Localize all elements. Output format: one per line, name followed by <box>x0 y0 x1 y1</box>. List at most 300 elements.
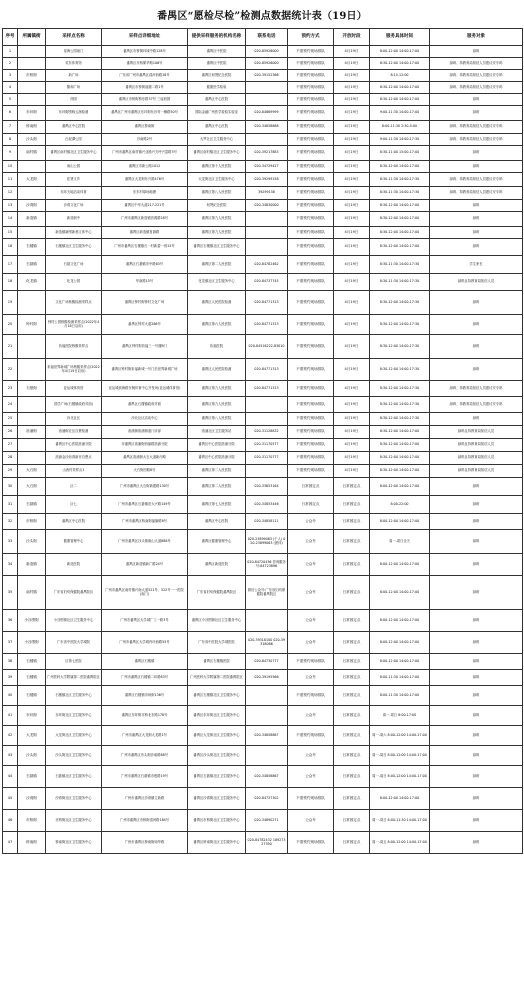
table-row <box>3 726 523 746</box>
cell-site-name: 区二 <box>46 478 102 496</box>
cell-phone <box>246 465 288 478</box>
cell-open-date: 4月19日 <box>334 256 370 274</box>
cell-index: 24 <box>3 397 18 413</box>
cell-phone: 020-39195566 <box>246 670 288 686</box>
cell-open-date: 4月19日 <box>334 200 370 212</box>
cell-open-date: 日常固定点 <box>334 554 370 576</box>
cell-address: 广州市番禺区沙头街沙南路88号 <box>102 746 188 766</box>
cell-service-time: 8:30-12:00 14:00-17:30 <box>370 335 430 359</box>
cell-town <box>18 335 46 359</box>
cell-open-date: 4月19日 <box>334 397 370 413</box>
cell-site-name: 小谷围街社区卫生服务中心 <box>46 610 102 632</box>
cell-open-date: 日常固定点 <box>334 670 370 686</box>
cell-phone: 020-84782462 <box>246 256 288 274</box>
cell-open-date: 4月19日 <box>334 274 370 291</box>
cell-phone: 微信公众号:广东省妇幼保健院番禺院区 <box>246 576 288 610</box>
cell-phone: 020-84782432 18927327390 <box>246 832 288 854</box>
cell-index: 29 <box>3 465 18 478</box>
cell-open-date: 4月19日 <box>334 106 370 121</box>
col-header-phone: 联系电话 <box>246 29 288 46</box>
cell-open-date: 4月19日 <box>334 439 370 452</box>
cell-institution: 广州医科大学附属第二医院番禺院区 <box>188 670 246 686</box>
cell-open-date: 4月19日 <box>334 187 370 200</box>
cell-town: 东环街 <box>18 706 46 726</box>
cell-booking: 不需预约现场排队 <box>288 121 334 134</box>
cell-town <box>18 82 46 94</box>
cell-open-date: 日常固定点 <box>334 632 370 654</box>
cell-service-time: 8:30-12:00 14:00-17:00 <box>370 227 430 239</box>
table-row <box>3 58 523 70</box>
cell-open-date: 4月19日 <box>334 121 370 134</box>
cell-service-time: 周一-周日 8:00-12:00 14:00-17:00 <box>370 746 430 766</box>
cell-open-date: 4月19日 <box>334 146 370 161</box>
cell-phone: 020-34890271 <box>246 810 288 832</box>
cell-site-name: 沙湾街社区卫生服务中心 <box>46 788 102 810</box>
cell-institution: 番禺区人民医院检测 <box>188 291 246 315</box>
cell-institution: 番禺区第十人民医院 <box>188 161 246 173</box>
cell-booking: 不需预约现场排队 <box>288 439 334 452</box>
cell-service-time: 8:00-12:00 14:00-17:00 <box>370 610 430 632</box>
cell-service-time: 8:30-12:00 14:00-17:30 <box>370 291 430 315</box>
cell-service-time: 8:30-12:00 14:00-17:30 <box>370 315 430 335</box>
cell-address: 番禺区钟村街祈福新城一号门后世界新城广场 <box>102 359 188 381</box>
cell-service-time: 8:30-12:00 14:00-17:00 <box>370 94 430 106</box>
cell-phone <box>246 94 288 106</box>
cell-site-name: 番禺区中心医院洛浦分院 <box>46 439 102 452</box>
cell-phone: 020-33653164 <box>246 478 288 496</box>
cell-address: 广州市番禺区市桥街清河路184号 <box>102 810 188 832</box>
cell-institution: 番禺区东环街社区卫生服务中心 <box>188 706 246 726</box>
cell-institution: 番禺区中医院 <box>188 58 246 70</box>
cell-open-date: 4月19日 <box>334 58 370 70</box>
table-row <box>3 291 523 315</box>
cell-booking: 不需预约现场排队 <box>288 359 334 381</box>
cell-audience: 绿码、持教育局知信人员建议安专码 <box>430 173 523 187</box>
cell-service-time: 8:30-12:00 14:00-17:00 <box>370 465 430 478</box>
col-header-audience: 服务对象 <box>430 29 523 46</box>
cell-site-name: 桥南街社区卫生服务中心 <box>46 832 102 854</box>
cell-phone <box>246 610 288 632</box>
table-row <box>3 315 523 335</box>
cell-booking: 不需预约现场排队 <box>288 465 334 478</box>
cell-institution: 化龙镇社区卫生服务中心 <box>188 274 246 291</box>
cell-institution: 番禺区第二人民医院 <box>188 256 246 274</box>
cell-institution: 番禺区石楼镇社区卫生服务中心 <box>188 239 246 256</box>
cell-site-name: 英东体育馆 <box>46 58 102 70</box>
cell-service-time: 8:00-12:00 14:00-17:00 <box>370 654 430 670</box>
cell-town <box>18 397 46 413</box>
cell-town: 新造镇 <box>18 212 46 227</box>
cell-address: 广州市番禺区石楼镇石一村新碧一巷15号 <box>102 239 188 256</box>
cell-audience: 绿码且持教育局知信人员 <box>430 426 523 439</box>
cell-address: 市番禺区洛浦街西丽路洛浦分院 <box>102 439 188 452</box>
cell-institution: 广东省妇幼保健院番禺院区 <box>188 576 246 610</box>
table-row <box>3 70 523 82</box>
table-row <box>3 274 523 291</box>
table-row <box>3 686 523 706</box>
cell-address: 番禺区钟村大道286号 <box>102 315 188 335</box>
cell-booking: 日常固定点 <box>288 496 334 514</box>
cell-booking: 公众号 <box>288 670 334 686</box>
cell-index: 37 <box>3 632 18 654</box>
cell-address: 番禺区洛浦街大石大道新沙路 <box>102 452 188 465</box>
cell-service-time: 8:30-11:30 14:00-17:30 <box>370 187 430 200</box>
cell-audience: 绿码 <box>430 227 523 239</box>
cell-service-time: 8:00-22:00 <box>370 496 430 514</box>
cell-index: 38 <box>3 654 18 670</box>
cell-index: 41 <box>3 706 18 726</box>
cell-address: 番禺区石楼镇市场街136号 <box>102 686 188 706</box>
cell-booking: 不需预约现场排队 <box>288 381 334 397</box>
cell-institution: 番禺区中医院 <box>188 46 246 58</box>
cell-site-name: 祈福世界新城广场核酸采样点(2022年4月19日启用) <box>46 359 102 381</box>
cell-open-date: 日常固定点 <box>334 746 370 766</box>
table-row <box>3 554 523 576</box>
cell-audience: 绿码 <box>430 315 523 335</box>
cell-site-name: 文化广场核酸检测采样点 <box>46 291 102 315</box>
cell-town: 钟村街 <box>18 315 46 335</box>
table-row <box>3 227 523 239</box>
cell-town: 沙湾街 <box>18 200 46 212</box>
cell-address: 大石街西路8号 <box>102 465 188 478</box>
cell-booking: 不需预约现场排队 <box>288 200 334 212</box>
cell-institution: 番禺区第八人民医院 <box>188 413 246 426</box>
cell-booking: 不需预约现场排队 <box>288 335 334 359</box>
cell-phone: 020-85926000 <box>246 58 288 70</box>
cell-address: 番禺区市桥街福德二路1号 <box>102 82 188 94</box>
cell-address: 东东村球场地塘 <box>102 187 188 200</box>
cell-open-date: 日常固定点 <box>334 514 370 530</box>
table-row <box>3 465 523 478</box>
cell-booking: 不需预约现场排队 <box>288 397 334 413</box>
cell-phone: 020-34858111 <box>246 514 288 530</box>
cell-phone: 020-34858867 <box>246 726 288 746</box>
cell-phone: 020-23899063 (个人) 020-23899063 (团体) <box>246 530 288 554</box>
table-row <box>3 788 523 810</box>
cell-audience: 绿码 <box>430 359 523 381</box>
cell-town <box>18 452 46 465</box>
cell-open-date: 日常固定点 <box>334 530 370 554</box>
cell-institution: 大龙街社区卫生服务中心 <box>188 173 246 187</box>
cell-audience: 绿码 <box>430 810 523 832</box>
cell-index: 4 <box>3 82 18 94</box>
cell-phone: 020-84737302 <box>246 788 288 810</box>
cell-index: 18 <box>3 274 18 291</box>
cell-town: 南村镇 <box>18 146 46 161</box>
cell-town: 市桥街 <box>18 810 46 832</box>
table-row <box>3 359 523 381</box>
cell-booking: 不需预约现场排队 <box>288 146 334 161</box>
cell-site-name: 祈福医院核酸采样点 <box>46 335 102 359</box>
cell-phone: 020-31170777 <box>246 452 288 465</box>
cell-institution: 番禺区第九人民医院 <box>188 397 246 413</box>
cell-service-time: 周一-周日 8:00-12:00 14:00-17:00 <box>370 766 430 788</box>
cell-phone <box>246 134 288 146</box>
table-row <box>3 335 523 359</box>
cell-town: 大龙街 <box>18 173 46 187</box>
cell-site-name: 西园 <box>46 94 102 106</box>
cell-service-time: 周一-周五 8:00-12:00 14:00-17:00 <box>370 832 430 854</box>
cell-phone: 020-34858888 <box>246 121 288 134</box>
cell-address: 广东省广州市番禺区清河西路18号 <box>102 70 188 82</box>
cell-booking: 不需预约现场排队 <box>288 94 334 106</box>
cell-service-time: 8:30-12:00 14:00-17:00 <box>370 82 430 94</box>
cell-address: 广州市番禺区南村镇兴南大道521号、522号一一医院(南门) <box>102 576 188 610</box>
cell-town: 市桥街 <box>18 514 46 530</box>
cell-address: 广州市番禺区大学城内环西路55号 <box>102 632 188 654</box>
cell-index: 6 <box>3 106 18 121</box>
cell-service-time: 8:15-12:00 <box>370 70 430 82</box>
cell-open-date: 4月19日 <box>334 452 370 465</box>
cell-site-name: 新造镇新围新巷文体中心 <box>46 227 102 239</box>
cell-booking: 不需预约现场排队 <box>288 239 334 256</box>
cell-institution: 番禺区健康管理中心 <box>188 530 246 554</box>
cell-institution: 番禺区中心医院 <box>188 514 246 530</box>
cell-site-name: 化龙公园 <box>46 274 102 291</box>
table-row <box>3 439 523 452</box>
cell-open-date: 4月19日 <box>334 291 370 315</box>
cell-institution: 番禺区第二人民医院 <box>188 465 246 478</box>
table-row <box>3 496 523 514</box>
cell-site-name: 石碁文化广场 <box>46 256 102 274</box>
cell-address: 广州市番禺区石碁镇旧大兴路149号 <box>102 496 188 514</box>
cell-index: 1 <box>3 46 18 58</box>
cell-address: 番禺区大龙街东兴路476号 <box>102 173 188 187</box>
cell-service-time: 8:00-12:00 14:00-17:00 <box>370 632 430 654</box>
cell-site-name: 国学广场(石楼镇政府对面) <box>46 397 102 413</box>
cell-address: 番禺区市桥街环城中路128号 <box>102 46 188 58</box>
cell-booking: 不需预约现场排队 <box>288 274 334 291</box>
cell-booking: 日常固定点 <box>288 478 334 496</box>
table-row <box>3 706 523 726</box>
cell-index: 21 <box>3 335 18 359</box>
cell-address: 洛浦街洛浦街道门诊部 <box>102 426 188 439</box>
cell-address: 广州市番禺区南村镇兴业路兴天坪兴富路3号 <box>102 146 188 161</box>
table-row <box>3 610 523 632</box>
cell-site-name: 番禺区中心医院 <box>46 121 102 134</box>
cell-service-time: 9:00-11:30 14:00-17:00 <box>370 106 430 121</box>
table-row <box>3 654 523 670</box>
table-header <box>3 29 523 46</box>
cell-booking: 不需预约现场排队 <box>288 134 334 146</box>
col-header-booking: 预约方式 <box>288 29 334 46</box>
cell-service-time: 8:30-12:00 14:00-17:00 <box>370 426 430 439</box>
cell-site-name: 沙北社区 <box>46 413 102 426</box>
cell-booking: 不需预约现场排队 <box>288 291 334 315</box>
cell-service-time: 8:30-11:30 14:00-17:30 <box>370 173 430 187</box>
cell-town: 石楼镇 <box>18 686 46 706</box>
cell-index: 28 <box>3 452 18 465</box>
cell-institution: 番禺区石楼镇医院 <box>188 654 246 670</box>
cell-address: 番禺区石楼镇 <box>102 654 188 670</box>
cell-service-time: 8:30-12:00 14:00-17:00 <box>370 161 430 173</box>
cell-site-name: 区第七医院 <box>46 654 102 670</box>
cell-town: 桥南街 <box>18 121 46 134</box>
cell-open-date: 日常固定点 <box>334 832 370 854</box>
cell-phone: 020-84771313 <box>246 291 288 315</box>
cell-service-time: 8:00-12:00 14:00-17:00 <box>370 576 430 610</box>
cell-institution: 番禺区新造医院 <box>188 554 246 576</box>
cell-town <box>18 161 46 173</box>
cell-service-time: 8:30-12:00 14:00-17:00 <box>370 239 430 256</box>
cell-open-date: 4月19日 <box>334 413 370 426</box>
cell-town: 沙头街 <box>18 530 46 554</box>
cell-audience: 绿码 <box>430 632 523 654</box>
cell-index: 47 <box>3 832 18 854</box>
cell-site-name: 佳贤义乡 <box>46 173 102 187</box>
cell-audience: 绿码、持教育局知信人员建议安专码 <box>430 134 523 146</box>
cell-audience: 绿码 <box>430 335 523 359</box>
cell-audience: 绿码 <box>430 726 523 746</box>
cell-service-time: 周一-周日 8:00-11:30 14:00-17:00 <box>370 810 430 832</box>
cell-booking: 公众号 <box>288 576 334 610</box>
table-body <box>3 46 523 854</box>
cell-institution: 番禺区中心医院 <box>188 94 246 106</box>
cell-site-name: 新造职中 <box>46 212 102 227</box>
table-row <box>3 161 523 173</box>
cell-phone <box>246 686 288 706</box>
cell-audience: 绿码且持教育局知信人员 <box>430 439 523 452</box>
cell-town <box>18 46 46 58</box>
cell-town: 化龙镇 <box>18 274 46 291</box>
table-row <box>3 134 523 146</box>
cell-site-name: 番禺区中心医院 <box>46 514 102 530</box>
cell-audience: 绿码 <box>430 530 523 554</box>
cell-index: 7 <box>3 121 18 134</box>
cell-town: 东环街 <box>18 106 46 121</box>
cell-phone: 020-31128832 <box>246 426 288 439</box>
cell-audience: 绿码 <box>430 496 523 514</box>
cell-phone: 020-34858867 <box>246 766 288 788</box>
cell-audience: 绿码 <box>430 686 523 706</box>
page-title: 番禺区“愿检尽检”检测点数据统计表（19日） <box>157 10 367 22</box>
cell-phone: 39299158 <box>246 187 288 200</box>
table-row <box>3 452 523 465</box>
cell-audience: 绿码 <box>430 610 523 632</box>
cell-index: 35 <box>3 576 18 610</box>
cell-service-time: 8:00-12:00 14:00-17:00 <box>370 46 430 58</box>
cell-audience: 绿码 <box>430 670 523 686</box>
cell-audience: 学生家长 <box>430 256 523 274</box>
cell-phone <box>246 82 288 94</box>
cell-audience: 绿码 <box>430 654 523 670</box>
cell-address: 番禺区桥南街 <box>102 121 188 134</box>
cell-address: 番禺区钟村街钟村文化广场 <box>102 291 188 315</box>
cell-index: 27 <box>3 439 18 452</box>
table-row <box>3 106 523 121</box>
cell-open-date: 日常固定点 <box>334 496 370 514</box>
cell-service-time: 9:00-11:30 14:00-17:30 <box>370 134 430 146</box>
cell-phone: 020-84771313 <box>246 315 288 335</box>
cell-audience: 绿码、持教育局知信人员建议安专码 <box>430 58 523 70</box>
cell-audience: 绿码 <box>430 291 523 315</box>
cell-index: 14 <box>3 212 18 227</box>
table-row <box>3 530 523 554</box>
cell-town <box>18 439 46 452</box>
cell-audience: 绿码 <box>430 161 523 173</box>
cell-index: 46 <box>3 810 18 832</box>
cell-phone: 020-84720436 咨询服务号:84723896 <box>246 554 288 576</box>
cell-audience: 绿码 <box>430 788 523 810</box>
cell-index: 23 <box>3 381 18 397</box>
cell-service-time: 周一-周日 8:00-17:00 <box>370 706 430 726</box>
cell-index: 34 <box>3 554 18 576</box>
cell-address: 沙南路2号 <box>102 134 188 146</box>
cell-booking: 公众号 <box>288 810 334 832</box>
cell-address: 番禺区钟村街祈福三一号楼B门 <box>102 335 188 359</box>
cell-audience: 绿码 <box>430 514 523 530</box>
cell-site-name: 星海公园南门 <box>46 46 102 58</box>
cell-audience: 绿码 <box>430 554 523 576</box>
cell-town: 市桥街 <box>18 70 46 82</box>
cell-address: 番禺区石碁镇市中路63号 <box>102 256 188 274</box>
cell-service-time: 8:30-12:00 14:00-17:00 <box>370 452 430 465</box>
cell-booking: 不需预约现场排队 <box>288 106 334 121</box>
cell-open-date: 4月19日 <box>334 212 370 227</box>
cell-site-name: 沙湾文化广场 <box>46 200 102 212</box>
cell-index: 17 <box>3 256 18 274</box>
cell-phone: 020-84771313 <box>246 381 288 397</box>
table-row <box>3 810 523 832</box>
cell-phone: 020-39217883 <box>246 146 288 161</box>
cell-open-date: 4月19日 <box>334 239 370 256</box>
cell-index: 44 <box>3 766 18 788</box>
table-row <box>3 46 523 58</box>
cell-site-name: 大龙街社区卫生服务中心 <box>46 726 102 746</box>
cell-address: 沙北社区活动中心 <box>102 413 188 426</box>
cell-address: 广州市番禺区大龙街大龙路1号 <box>102 726 188 746</box>
cell-audience: 绿码 <box>430 832 523 854</box>
cell-institution: 番禺区第九人民医院 <box>188 212 246 227</box>
cell-phone: 020-84516222-83010 <box>246 335 288 359</box>
cell-index: 31 <box>3 496 18 514</box>
cell-site-name: 南山公园 <box>46 161 102 173</box>
cell-address: 华南路15号 <box>102 274 188 291</box>
cell-address: 番禺区市桥街桥东路37号 三庙西园 <box>102 94 188 106</box>
cell-phone <box>246 397 288 413</box>
cell-site-name: 市桥街社区卫生服务中心 <box>46 810 102 832</box>
cell-audience: 绿码 <box>430 576 523 610</box>
cell-address: 番禺区东环街市桥北东路178号 <box>102 706 188 726</box>
cell-town <box>18 359 46 381</box>
cell-service-time: 8:00-11:30 2:30-5:00 <box>370 121 430 134</box>
cell-address: 番禺区广州市番禺区东环街东沙村一横路50号 <box>102 106 188 121</box>
cell-index: 39 <box>3 670 18 686</box>
cell-booking: 不需预约现场排队 <box>288 315 334 335</box>
cell-institution: 番禺区中心医院洛浦分院 <box>188 452 246 465</box>
cell-service-time: 8:30-11:00 15:00-17:00 <box>370 146 430 161</box>
cell-index: 33 <box>3 530 18 554</box>
cell-index: 45 <box>3 788 18 810</box>
cell-site-name: 馥和广场 <box>46 82 102 94</box>
table-row <box>3 397 523 413</box>
cell-open-date: 日常固定点 <box>334 610 370 632</box>
cell-address: 番禺区新造镇新广路24号 <box>102 554 188 576</box>
cell-site-name: 广东省妇幼保健院番禺院区 <box>46 576 102 610</box>
cell-service-time: 8:30-12:00 14:00-17:30 <box>370 381 430 397</box>
cell-address: 广州市番禺区大石街新建路130号 <box>102 478 188 496</box>
cell-institution: 番禺区第九人民医院 <box>188 381 246 397</box>
table-row <box>3 146 523 161</box>
cell-institution: 番禺区中心医院 <box>188 121 246 134</box>
cell-service-time: 8:30-12:00 14:00-17:00 <box>370 212 430 227</box>
cell-open-date: 日常固定点 <box>334 686 370 706</box>
cell-index: 10 <box>3 161 18 173</box>
cell-service-time: 8:00-11:30 14:00-17:00 <box>370 686 430 706</box>
cell-address: 广州市番禺区桥南街南华路 <box>102 832 188 854</box>
cell-address: 番禺区市新公路1012 <box>102 161 188 173</box>
cell-site-name: 石楼镇社区卫生服务中心 <box>46 686 102 706</box>
